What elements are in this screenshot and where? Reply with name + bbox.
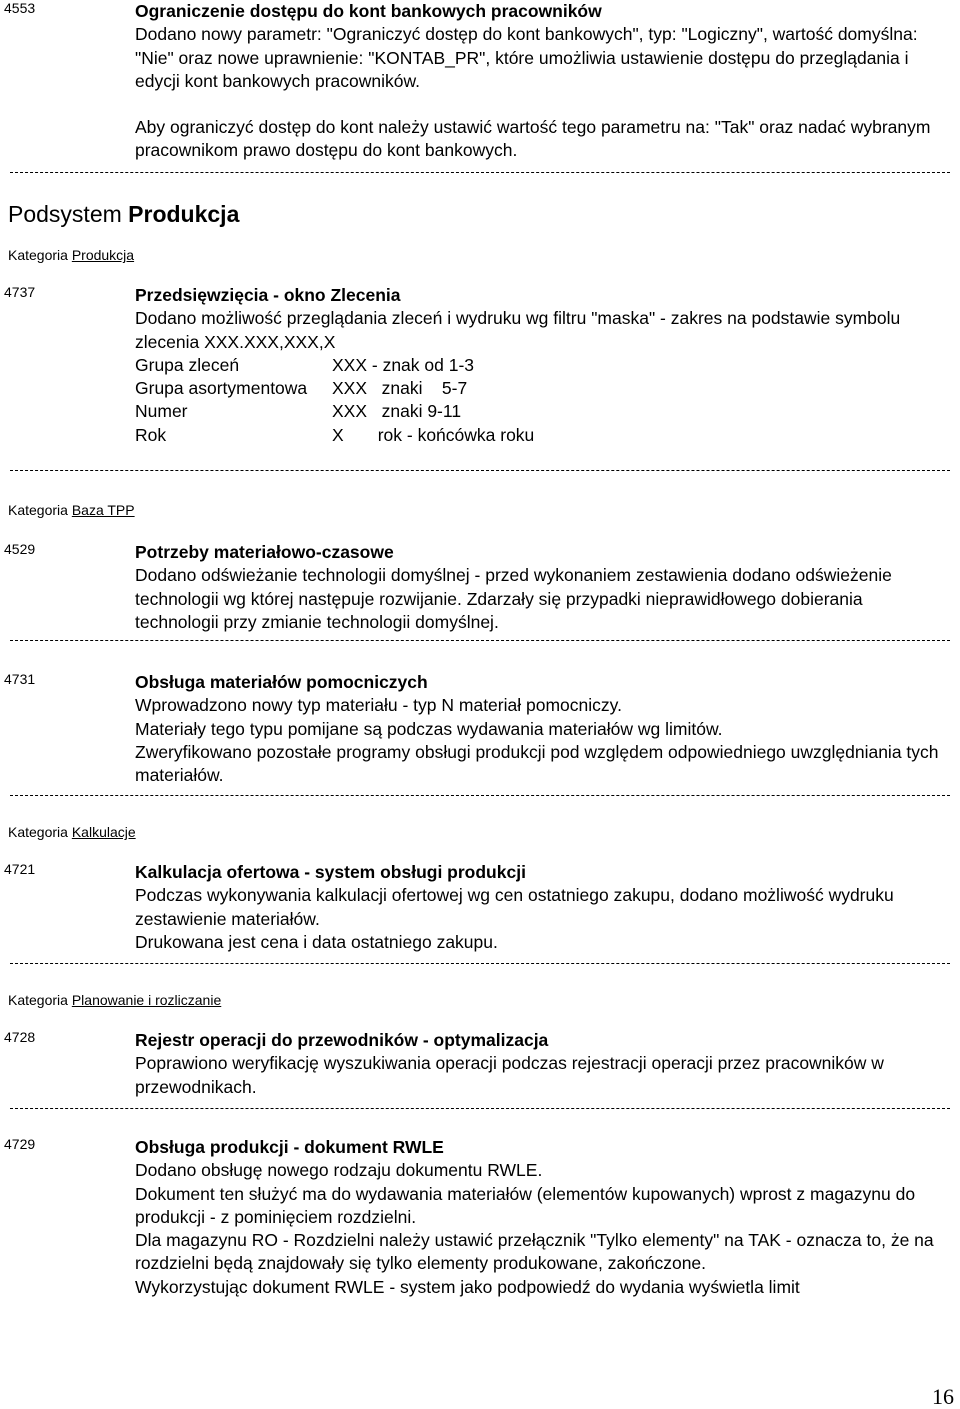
table-cell-value: XXX znaki 5-7 [332, 378, 468, 399]
entry-paragraph: Wykorzystując dokument RWLE - system jako podpowiedź do wydania wyświetla limit [135, 1276, 800, 1297]
entry-title: Kalkulacja ofertowa - system obsługi produkcji [135, 862, 526, 882]
subsystem-prefix: Podsystem [8, 201, 122, 227]
entry-number: 4728 [4, 1029, 36, 1045]
entry-body [135, 0, 950, 163]
table-row [135, 424, 534, 447]
table-cell-value: XXX - znak od 1-3 [332, 354, 475, 375]
entry-title: Obsługa materiałów pomocniczych [135, 672, 428, 692]
entry-paragraph: Materiały tego typu pomijane są podczas wydawania materiałów wg limitów. [135, 718, 723, 739]
dashed-separator [10, 640, 950, 641]
category-name: Kalkulacje [71, 824, 136, 840]
entry-number: 4729 [4, 1136, 36, 1152]
table-row [135, 354, 534, 377]
entry-paragraph: Dodano możliwość przeglądania zleceń i wydruku wg filtru "maska" - zakres na podstawie symbolu zlecenia XXX.XXX,XXX,X [135, 308, 901, 352]
entry-title: Obsługa produkcji - dokument RWLE [135, 1137, 444, 1157]
category-prefix: Kategoria [8, 992, 68, 1008]
subsystem-name: Produkcja [128, 201, 240, 227]
subsystem-heading [8, 200, 239, 228]
entry-number: 4731 [4, 671, 36, 687]
entry-paragraph: Wprowadzono nowy typ materiału - typ N materiał pomocniczy. [135, 695, 622, 716]
entry-paragraph: Dokument ten służyć ma do wydawania materiałów (elementów kupowanych) wprost z magazynu do produkcji - z pominięciem rozdzielni. [135, 1183, 916, 1227]
category-prefix: Kategoria [8, 824, 68, 840]
table-cell-label: Rok [135, 424, 167, 445]
entry-title: Potrzeby materiałowo-czasowe [135, 542, 394, 562]
entry-paragraph: Poprawiono weryfikację wyszukiwania operacji podczas rejestracji operacji przez pracowników w przewodnikach. [135, 1053, 884, 1097]
category-prefix: Kategoria [8, 247, 68, 263]
entry-title: Ograniczenie dostępu do kont bankowych pracowników [135, 1, 602, 21]
category-name: Planowanie i rozliczanie [71, 992, 222, 1008]
category-heading [8, 247, 134, 263]
table-cell-label: Grupa zleceń [135, 354, 240, 375]
table-cell-value: XXX znaki 9-11 [332, 401, 462, 422]
dashed-separator [10, 795, 950, 796]
entry-number: 4721 [4, 861, 36, 877]
dashed-separator [10, 172, 950, 173]
entry-paragraph: Dodano obsługę nowego rodzaju dokumentu RWLE. [135, 1160, 543, 1181]
entry-paragraph: Dodano odświeżanie technologii domyślnej - przed wykonaniem zestawienia dodano odświeżenie technologii wg której następuje rozwijanie. Zdarzały się przypadki nieprawidłowego dobierania technologii przy zmianie technologii domyślnej. [135, 565, 892, 632]
entry-number: 4737 [4, 284, 36, 300]
table-cell-value: X rok - końcówka roku [332, 424, 535, 445]
table-cell-label: Numer [135, 401, 188, 422]
category-name: Baza TPP [71, 502, 135, 518]
entry-paragraph: Aby ograniczyć dostęp do kont należy ustawić wartość tego parametru na: "Tak" oraz nadać wybranym pracownikom prawo dostępu do kont bankowych. [135, 117, 931, 161]
dashed-separator [10, 963, 950, 964]
category-heading [8, 824, 136, 840]
entry-paragraph: Zweryfikowano pozostałe programy obsługi produkcji pod względem odpowiedniego uwzględniania tych materiałów. [135, 741, 939, 786]
dashed-separator [10, 470, 950, 471]
table-row [135, 400, 534, 423]
entry-number: 4553 [4, 0, 36, 16]
entry-paragraph: Podczas wykonywania kalkulacji ofertowej wg cen ostatniego zakupu, dodano możliwość wydruku zestawienie materiałów. [135, 885, 894, 929]
entry-body [135, 861, 950, 954]
mask-table [135, 354, 534, 447]
entry-paragraph: Dla magazynu RO - Rozdzielni należy ustawić przełącznik "Tylko elementy" na TAK - oznacza to, że na rozdzielni będą znajdowały się tylko elementy produkowane, zakończone. [135, 1230, 934, 1274]
entry-paragraph: Drukowana jest cena i data ostatniego zakupu. [135, 931, 498, 952]
entry-body [135, 284, 950, 447]
category-name: Produkcja [71, 247, 135, 263]
dashed-separator [10, 1108, 950, 1109]
table-cell-label: Grupa asortymentowa [135, 378, 308, 399]
entry-body [135, 1136, 950, 1299]
page-number: 16 [932, 1384, 954, 1409]
table-row [135, 377, 534, 400]
entry-number: 4529 [4, 541, 36, 557]
entry-paragraph: Dodano nowy parametr: "Ograniczyć dostęp do kont bankowych", typ: "Logiczny", wartość domyślna: "Nie" oraz nowe uprawnienie: "KONTAB_PR", które umożliwia ustawienie dostępu do przeglądania i edycji kont bankowych pracowników. [135, 24, 918, 91]
category-heading [8, 502, 135, 518]
entry-body [135, 1029, 950, 1099]
entry-title: Przedsięwzięcia - okno Zlecenia [135, 285, 401, 305]
category-prefix: Kategoria [8, 502, 68, 518]
entry-title: Rejestr operacji do przewodników - optymalizacja [135, 1030, 549, 1050]
entry-body [135, 671, 950, 787]
category-heading [8, 992, 221, 1008]
entry-body [135, 541, 950, 634]
